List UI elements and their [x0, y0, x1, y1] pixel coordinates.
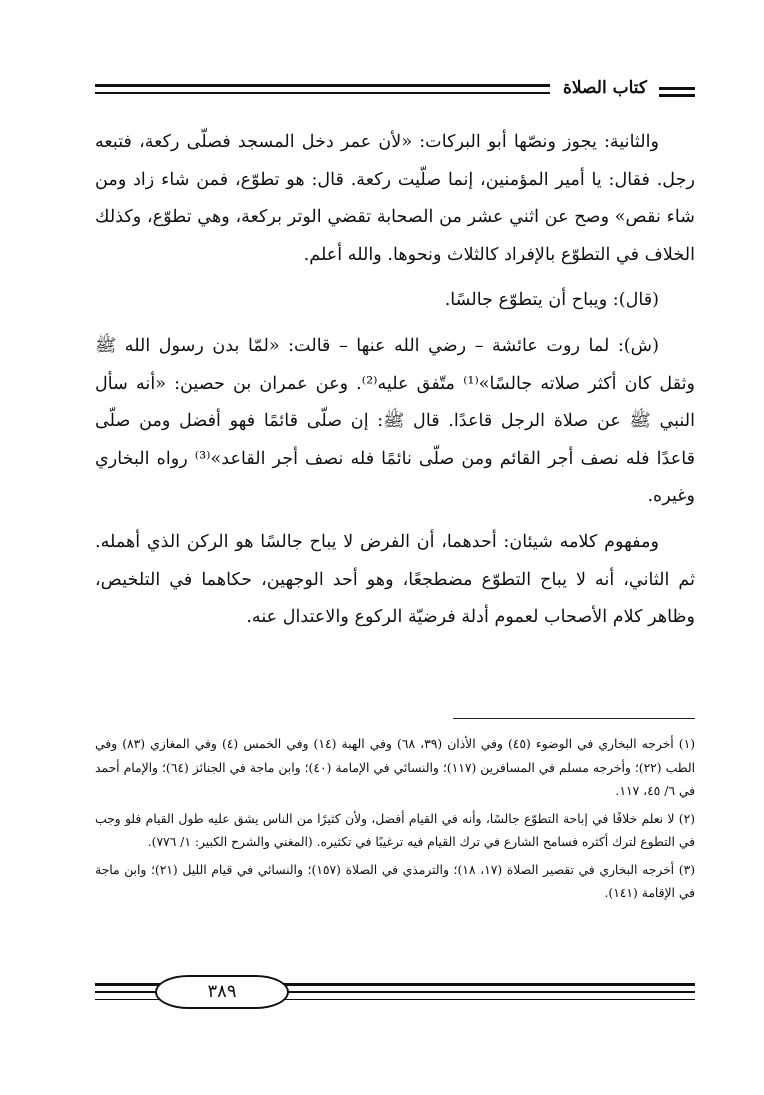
header-title: كتاب الصلاة	[562, 78, 647, 98]
footnote: (٢) لا نعلم خلافًا في إباحة التطوّع جالسًا، وأنه في القيام أفضل، ولأن كثيرًا من الناس يشق عليه طول القيام فلو وجب في التطوع لترك أكثره فسامح الشارع في ترك القيام فيه ترغيبًا في تكثيره. (المغني والشرح الكبير: ١/ ٧٧٦).	[95, 811, 695, 849]
footnote-separator	[453, 718, 695, 719]
page-number: ٣٨٩	[155, 975, 289, 1009]
footnote: (١) أخرجه البخاري في الوضوء (٤٥) وفي الأذان (٣٩، ٦٨) وفي الهبة (١٤) وفي الخمس (٤) وفي المغازي (٨٣) وفي الطب (٢٢)؛ وأخرجه مسلم في المسافرين (١١٧)؛ والنسائي في الإمامة (٤٠)؛ وابن ماجة في الجنائز (٦٤)؛ والإمام أحمد في ٦/ ٤٥، ١١٧.	[95, 737, 695, 798]
header-rule	[95, 92, 550, 94]
header-dash	[659, 94, 695, 97]
header-dash	[659, 87, 695, 90]
running-header	[95, 78, 695, 104]
page-footer	[95, 975, 695, 1015]
paragraph: (قال): ويباح أن يتطوّع جالسًا.	[444, 290, 659, 311]
main-text	[95, 124, 695, 637]
paragraph: (ش): لما روت عائشة – رضي الله عنها – قالت: «لمّا بدن رسول الله ﷺ وثقل كان أكثر صلاته جالسًا»⁽¹⁾ متّفق عليه⁽²⁾. وعن عمران بن حصين: «أنه سأل النبي ﷺ عن صلاة الرجل قاعدًا. قال ﷺ: إن صلّى قائمًا فهو أفضل ومن صلّى قاعدًا فله نصف أجر القائم ومن صلّى نائمًا فله نصف أجر القاعد»⁽³⁾ رواه البخاري وغيره.	[95, 335, 695, 507]
header-rule	[95, 84, 550, 87]
footnotes	[95, 733, 695, 910]
paragraph: والثانية: يجوز ونصّها أبو البركات: «لأن عمر دخل المسجد فصلّى ركعة، فتبعه رجل. فقال: يا أمير المؤمنين، إنما صلّيت ركعة. قال: هو تطوّع، فمن شاء زاد ومن شاء نقص» وصح عن اثني عشر من الصحابة تقضي الوتر بركعة، وهي تطوّع، وكذلك الخلاف في التطوّع بالإفراد كالثلاث ونحوها. والله أعلم.	[95, 132, 695, 265]
footnote: (٣) أخرجه البخاري في تقصير الصلاة (١٧، ١٨)؛ والترمذي في الصلاة (١٥٧)؛ والنسائي في قيام الليل (٢١)؛ وابن ماجة في الإقامة (١٤١).	[95, 862, 695, 900]
paragraph: ومفهوم كلامه شيئان: أحدهما، أن الفرض لا يباح جالسًا هو الركن الذي أهمله. ثم الثاني، أنه لا يباح التطوّع مضطجعًا، وهو أحد الوجهين، حكاهما في التلخيص، وظاهر كلام الأصحاب لعموم أدلة فرضيّة الركوع والاعتدال عنه.	[95, 531, 695, 628]
